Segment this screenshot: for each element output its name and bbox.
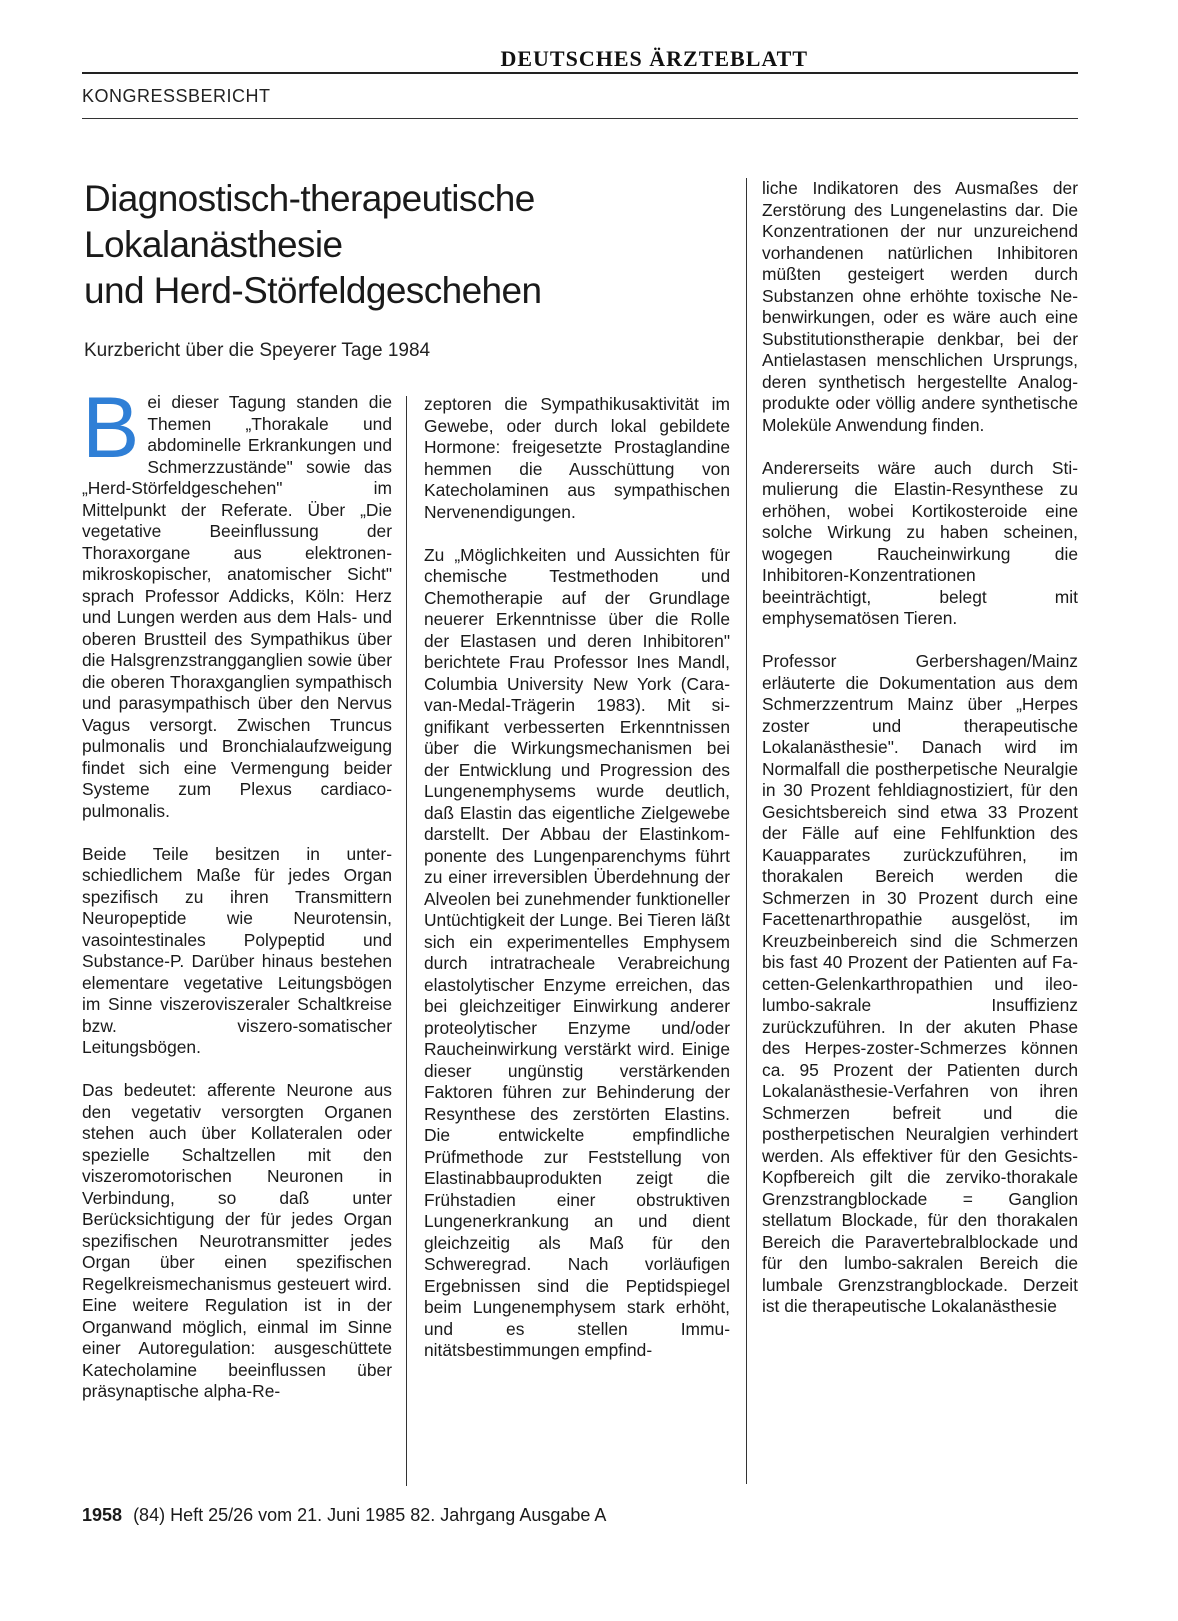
paragraph: Zu „Möglichkeiten und Aussichten für chemische Testmethoden und Chemotherapie auf der Grundlage neuerer Erkenntnisse über die Rolle der Elastasen und deren Inhibitoren" berichtete Frau Professor Ines Mandl, Columbia University New York (Caravan-Medal-Trägerin 1983). Mit signifikant verbesserten Erkenntnissen über die Wirkungsmechanismen bei der Entwicklung und Progression des Lungenemphysems wurde deutlich, daß Elastin das eigentliche Zielgewebe darstellt. Der Abbau der Elastinkomponente des Lungenparenchyms führt zu einer irreversiblen Überdehnung der Alveolen bei zunehmender funktioneller Untüchtigkeit der Lunge. Bei Tieren läßt sich ein experimentelles Emphysem durch intratracheale Verabreichung elastolytischer Enzyme erreichen, das bei gleichzeitiger Einwirkung anderer proteolytischer Enzyme und/oder Raucheinwirkung verstärkt wird. Einige dieser ungünstig verstärkenden Faktoren führen zur Behinderung der Resynthese des zerstörten Elastins. Die entwickelte empfindliche Prüfmethode zur Feststellung von Elastinabbauprodukten zeigt die Frühstadien einer obstruktiven Lungenerkrankung an und dient gleichzeitig als Maß für den Schweregrad. Nach vorläufigen Ergebnissen sind die Peptidspiegel beim Lungenemphysem stark erhöht, und es stellen Immunitätsbestimmungen empfind- bbox=[424, 544, 730, 1360]
drop-cap: B bbox=[82, 380, 140, 476]
paragraph: Professor Gerbershagen/Mainz erläuterte die Dokumentation aus dem Schmerzzentrum Mainz über „Herpes zoster und therapeutische Lokalanästhesie". Danach wird im Normalfall die postherpetische Neuralgie in 30 Prozent fehldiagnostiziert, für den Gesichtsbereich sind etwa 33 Prozent der Fälle auf eine Fehlfunktion des Kauapparates zurückzuführen, im thorakalen Bereich werden die Schmerzen in 30 Prozent durch eine Facettenarthropathie ausgelöst, im Kreuzbeinbereich sind die Schmerzen bis fast 40 Prozent der Patienten auf Facetten-Gelenkarthropathien und ileo-lumbo-sakrale Insuffizienz zurückzuführen. In der akuten Phase des Herpes-zoster-Schmerzes können ca. 95 Prozent der Patienten durch Lokalanästhesie-Verfahren von ihren Schmerzen befreit und die postherpetischen Neuralgien verhindert werden. Als effektiver für den Gesichts-Kopfbereich gilt die zerviko-thorakale Grenzstrangblockade = Ganglion stellatum Blockade, für den thorakalen Bereich die Paravertebralblockade und für den lumbo-sakralen Bereich die lumbale Grenzstrangblockade. Derzeit ist die therapeutische Lokalanästhesie bbox=[762, 651, 1078, 1316]
title-line: Diagnostisch-therapeutische bbox=[84, 178, 535, 219]
title-line: und Herd-Störfeldgeschehen bbox=[84, 270, 542, 311]
text-column-3 bbox=[762, 178, 1078, 1318]
paragraph-text: ei dieser Tagung standen die Themen „Thorakale und abdominelle Erkrankungen und Schmerzzustände" sowie das „Herd-Störfeldgeschehen" im Mittelpunkt der Referate. Über „Die vegetative Beeinflussung der Thoraxorgane aus elektronenmikroskopischer, anatomischer Sicht" sprach Professor Addicks, Köln: Herz und Lungen werden aus dem Hals- und oberen Brustteil des Sympathikus über die Halsgrenzstrangganglien sowie über die oberen Thoraxganglien sympathisch und parasympathisch über den Nervus Vagus versorgt. Zwischen Truncus pulmonalis und Bronchialaufzweigung findet sich eine Vermengung beider Systeme zum Plexus cardiaco-pulmonalis. bbox=[82, 392, 392, 821]
section-divider bbox=[82, 118, 1078, 119]
paragraph: liche Indikatoren des Ausmaßes der Zerstörung des Lungenelastins dar. Die Konzentrationen der nur unzureichend vorhandenen natürlichen Inhibitoren müßten gesteigert werden durch Substanzen ohne erhöhte toxische Nebenwirkungen, oder es wäre auch eine Substitutionstherapie denkbar, bei der Antielastasen menschlichen Ursprungs, deren synthetisch hergestellte Analogprodukte oder völlig andere synthetische Moleküle Anwendung finden. bbox=[762, 178, 1078, 435]
masthead bbox=[82, 46, 1078, 74]
journal-title: DEUTSCHES ÄRZTEBLATT bbox=[500, 46, 808, 71]
column-divider bbox=[406, 396, 407, 1486]
paragraph bbox=[82, 380, 392, 822]
article-subtitle: Kurzbericht über die Speyerer Tage 1984 bbox=[84, 340, 431, 361]
paragraph: zeptoren die Sympathikusaktivität im Gewebe, oder durch lokal gebildete Hormone: freigesetzte Prostaglandine hemmen die Ausschüttung von Katecholaminen aus sympathischen Nervenendigungen. bbox=[424, 394, 730, 522]
paragraph: Andererseits wäre auch durch Stimulierung die Elastin-Resynthese zu erhöhen, wobei Kortikosteroide eine solche Wirkung zu haben scheinen, wogegen Raucheinwirkung die Inhibitoren-Konzentrationen beeinträchtigt, belegt mit emphysematösen Tieren. bbox=[762, 457, 1078, 628]
text-column-1 bbox=[82, 380, 392, 1403]
page-footer bbox=[82, 1505, 606, 1526]
paragraph: Das bedeutet: afferente Neurone aus den vegetativ versorgten Organen stehen auch über Kollateralen oder spezielle Schaltzellen mit den viszeromotorischen Neuronen in Verbindung, so daß unter Berücksichtigung der für jedes Organ spezifischen Neurotransmitter jedes Organ über einen spezifischen Regelkreismechanismus gesteuert wird. Eine weitere Regulation ist in der Organwand möglich, einmal im Sinne einer Autoregulation: ausgeschüttete Katecholamine beeinflussen über präsynaptische alpha-Re- bbox=[82, 1080, 392, 1401]
article-title bbox=[84, 176, 724, 314]
text-column-2 bbox=[424, 394, 730, 1362]
column-divider bbox=[746, 178, 747, 1484]
paragraph: Beide Teile besitzen in unterschiedlichem Maße für jedes Organ spezifisch zu ihren Transmittern Neuropeptide wie Neurotensin, vasointestinales Polypeptid und Substance-P. Darüber hinaus bestehen elementare vegetative Leitungsbögen im Sinne viszeroviszeraler Schaltkreise bzw. viszero-somatischer Leitungsbögen. bbox=[82, 843, 392, 1057]
issue-info: (84) Heft 25/26 vom 21. Juni 1985 82. Jahrgang Ausgabe A bbox=[133, 1505, 607, 1525]
page-number: 1958 bbox=[82, 1505, 123, 1525]
section-label: KONGRESSBERICHT bbox=[82, 86, 271, 106]
title-line: Lokalanästhesie bbox=[84, 224, 343, 265]
